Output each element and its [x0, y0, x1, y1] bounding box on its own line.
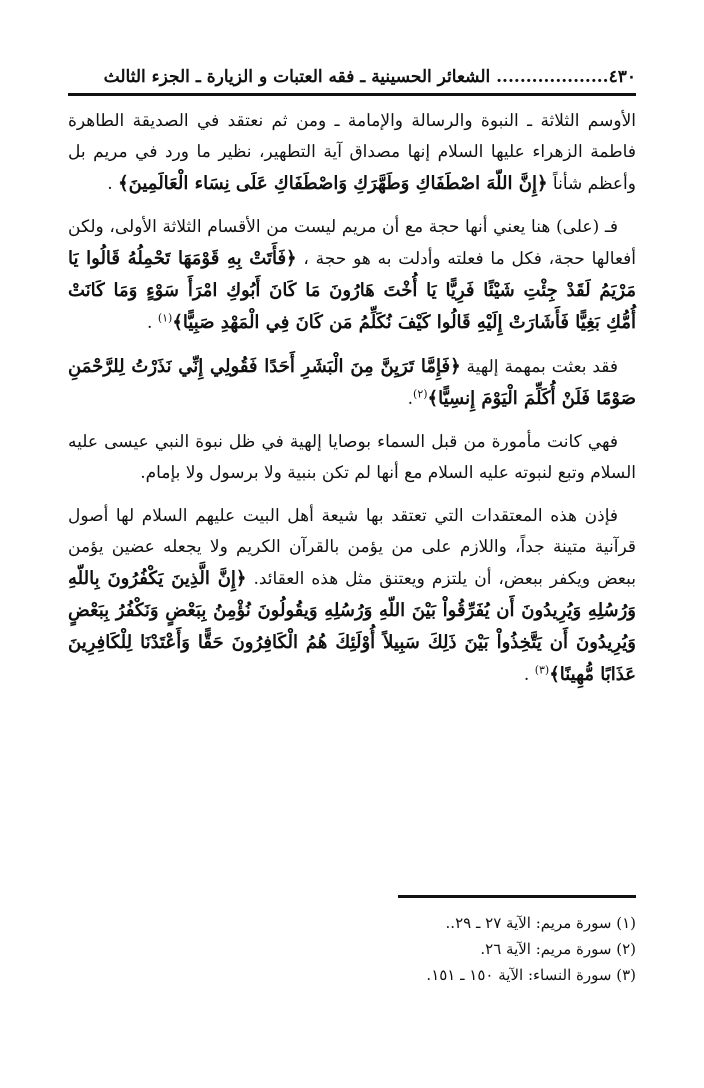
paragraph-1 [68, 106, 636, 200]
footnote-rule [398, 895, 636, 898]
quran-verse: ﴿فَإِمَّا تَرَيِنَّ مِنَ الْبَشَرِ أَحَدًا فَقُولِي إِنِّي نَذَرْتُ لِلرَّحْمَنِ صَوْمًا فَلَنْ أُكَلِّمَ الْيَوْمَ إِنسِيًّا﴾ [68, 356, 636, 409]
paragraph-5 [68, 501, 636, 691]
footnote-1: (١) سورة مريم: الآية ٢٧ ـ ٢٩.. [445, 914, 636, 932]
header-dots: ................... [496, 67, 609, 87]
paragraph-text: فقد بعثت بمهمة إلهية [460, 357, 619, 377]
quran-verse: ﴿فَأَتَتْ بِهِ قَوْمَهَا تَحْمِلُهُ قَالُوا يَا مَرْيَمُ لَقَدْ جِئْتِ شَيْئًا فَرِيًّا يَا أُخْتَ هَارُونَ مَا كَانَ أَبُوكِ امْرَأَ سَوْءٍ وَمَا كَانَتْ أُمُّكِ بَغِيًّا فَأَشَارَتْ إِلَيْهِ قَالُوا كَيْفَ نُكَلِّمُ مَن كَانَ فِي الْمَهْدِ صَبِيًّا﴾ [68, 248, 636, 333]
paragraph-text: فـ (على) هنا يعني أنها حجة مع أن مريم ليست من الأقسام الثلاثة الأولى، ولكن أفعالها حجة، فكل ما فعلته وأدلت به هو حجة ، [68, 217, 636, 269]
header-rule [68, 93, 636, 96]
paragraph-text: الأوسم الثلاثة ـ النبوة والرسالة والإمامة ـ ومن ثم نعتقد في الصديقة الطاهرة فاطمة الزهراء عليها السلام إنها مصداق آية التطهير، نظير ما ورد في مريم بل وأعظم شأناً [68, 111, 636, 194]
paragraph-tail: . [147, 313, 158, 333]
paragraph-3 [68, 351, 636, 415]
paragraph-tail: . [107, 174, 119, 194]
paragraph-4 [68, 427, 636, 489]
paragraph-text: فهي كانت مأمورة من قبل السماء بوصايا إلهية في ظل نبوة النبي عيسى عليه السلام وتبع لنبوته عليه السلام مع أنها لم تكن بنبية ولا برسول ولا بإمام. [68, 432, 636, 483]
footnote-ref-2[interactable]: (٢) [413, 387, 428, 401]
footnote-ref-3[interactable]: (٣) [534, 663, 550, 677]
page-number: ٤٣٠ [608, 67, 636, 87]
main-text [68, 106, 636, 703]
footnote-2: (٢) سورة مريم: الآية ٢٦. [480, 940, 636, 958]
book-title: الشعائر الحسينية ـ فقه العتبات و الزيارة ـ الجزء الثالث [103, 67, 491, 87]
quran-verse: ﴿إِنَّ الَّذِينَ يَكْفُرُونَ بِاللّهِ وَرُسُلِهِ وَيُرِيدُونَ أَن يُفَرِّقُواْ بَيْنَ اللّهِ وَرُسُلِهِ وَيقُولُونَ نُؤْمِنُ بِبَعْضٍ وَنَكْفُرُ بِبَعْضٍ وَيُرِيدُونَ أَن يَتَّخِذُواْ بَيْنَ ذَلِكَ سَبِيلاً أُوْلَئِكَ هُمُ الْكَافِرُونَ حَقًّا وَأَعْتَدْنَا لِلْكَافِرِينَ عَذَابًا مُّهِينًا﴾ [68, 568, 636, 685]
footnote-ref-1[interactable]: (١) [157, 311, 173, 325]
paragraph-text: فإذن هذه المعتقدات التي تعتقد بها شيعة أهل البيت عليهم السلام لها أصول قرآنية متينة جداً، واللازم على من يؤمن بالقرآن الكريم ولا يجعله عضين يؤمن ببعض ويكفر ببعض، أن يلتزم ويعتنق مثل هذه العقائد. [68, 506, 636, 589]
paragraph-tail: . [523, 665, 535, 685]
paragraph-2 [68, 212, 636, 339]
running-header [68, 62, 636, 92]
paragraph-tail: . [407, 389, 414, 409]
quran-verse: ﴿إِنَّ اللّهَ اصْطَفَاكِ وَطَهَّرَكِ وَاصْطَفَاكِ عَلَى نِسَاء الْعَالَمِينَ﴾ [118, 173, 548, 194]
footnotes [236, 910, 636, 988]
footnote-3: (٣) سورة النساء: الآية ١٥٠ ـ ١٥١. [426, 966, 636, 984]
